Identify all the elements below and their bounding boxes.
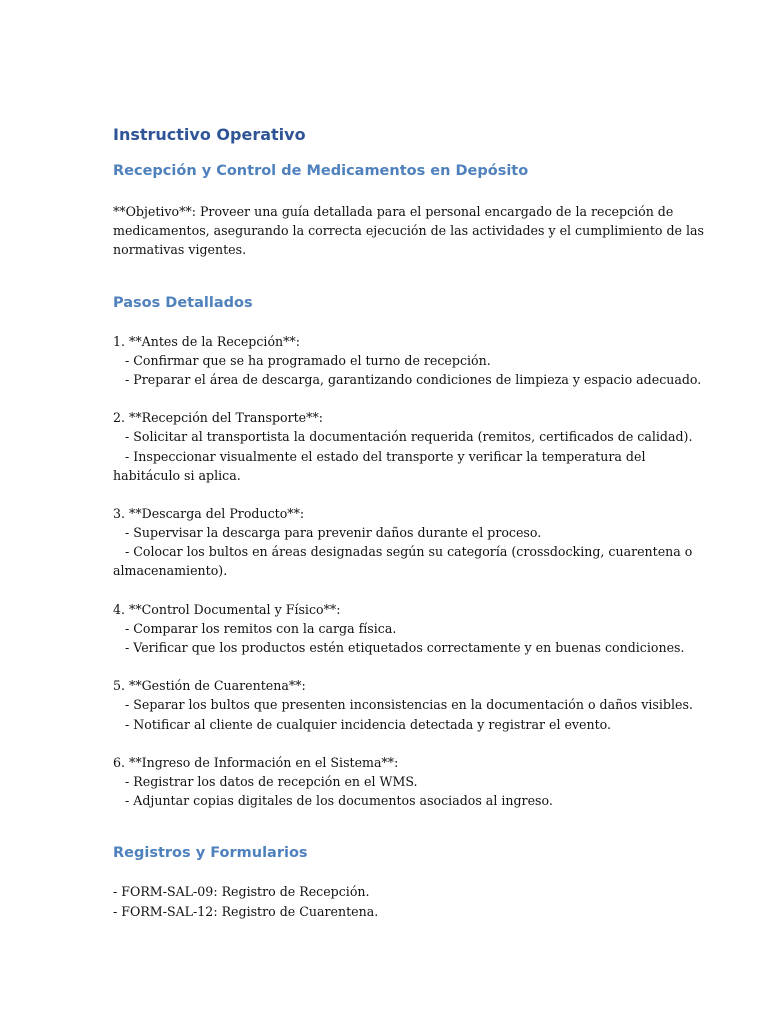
step-line: habitáculo si aplica. (113, 467, 241, 483)
objective-paragraph (113, 202, 704, 260)
step-4 (113, 600, 685, 658)
record-item: - FORM-SAL-09: Registro de Recepción. (113, 884, 370, 900)
record-item: - FORM-SAL-12: Registro de Cuarentena. (113, 903, 379, 919)
step-line: - Confirmar que se ha programado el turno de recepción. (113, 352, 491, 368)
step-1 (113, 332, 702, 390)
step-5 (113, 676, 693, 734)
step-line: - Registrar los datos de recepción en el WMS. (113, 773, 418, 789)
objective-line: normativas vigentes. (113, 242, 247, 258)
records-heading: Registros y Formularios (113, 845, 308, 862)
step-line: - Adjuntar copias digitales de los documentos asociados al ingreso. (113, 793, 553, 809)
step-line: - Colocar los bultos en áreas designadas según su categoría (crossdocking, cuarentena o (113, 544, 693, 560)
step-line: 5. **Gestión de Cuarentena**: (113, 678, 306, 694)
step-6 (113, 753, 658, 811)
document-page (113, 124, 704, 921)
objective-line: medicamentos, asegurando la correcta ejecución de las actividades y el cumplimiento de las (113, 223, 704, 239)
step-line: 3. **Descarga del Producto**: (113, 505, 305, 521)
document-title: Instructivo Operativo (113, 125, 306, 144)
steps-heading: Pasos Detallados (113, 294, 253, 311)
step-line: - Solicitar al transportista la documentación requerida (remitos, certificados de calidad). (113, 429, 693, 445)
step-line: 6. **Ingreso de Información en el Sistema**: (113, 754, 399, 770)
step-2 (113, 408, 693, 485)
step-line: 1. **Antes de la Recepción**: (113, 333, 300, 349)
objective-line: **Objetivo**: Proveer una guía detallada para el personal encargado de la recepción de (113, 204, 674, 219)
step-line: - Separar los bultos que presenten inconsistencias en la documentación o daños visibles. (113, 697, 693, 713)
step-line: - Verificar que los productos estén etiquetados correctamente y en buenas condiciones. (113, 640, 685, 655)
step-3 (113, 504, 693, 581)
step-line: 4. **Control Documental y Físico**: (113, 601, 341, 617)
step-line: - Inspeccionar visualmente el estado del transporte y verificar la temperatura del (113, 448, 646, 464)
records-list (113, 882, 658, 920)
document-subtitle: Recepción y Control de Medicamentos en Depósito (113, 163, 529, 179)
step-line: - Notificar al cliente de cualquier incidencia detectada y registrar el evento. (113, 716, 612, 732)
step-line: 2. **Recepción del Transporte**: (113, 410, 323, 426)
step-line: - Comparar los remitos con la carga física. (113, 620, 397, 636)
step-line: - Supervisar la descarga para prevenir daños durante el proceso. (113, 525, 542, 541)
step-line: almacenamiento). (113, 563, 228, 579)
step-line: - Preparar el área de descarga, garantizando condiciones de limpieza y espacio adecuado. (113, 371, 702, 387)
